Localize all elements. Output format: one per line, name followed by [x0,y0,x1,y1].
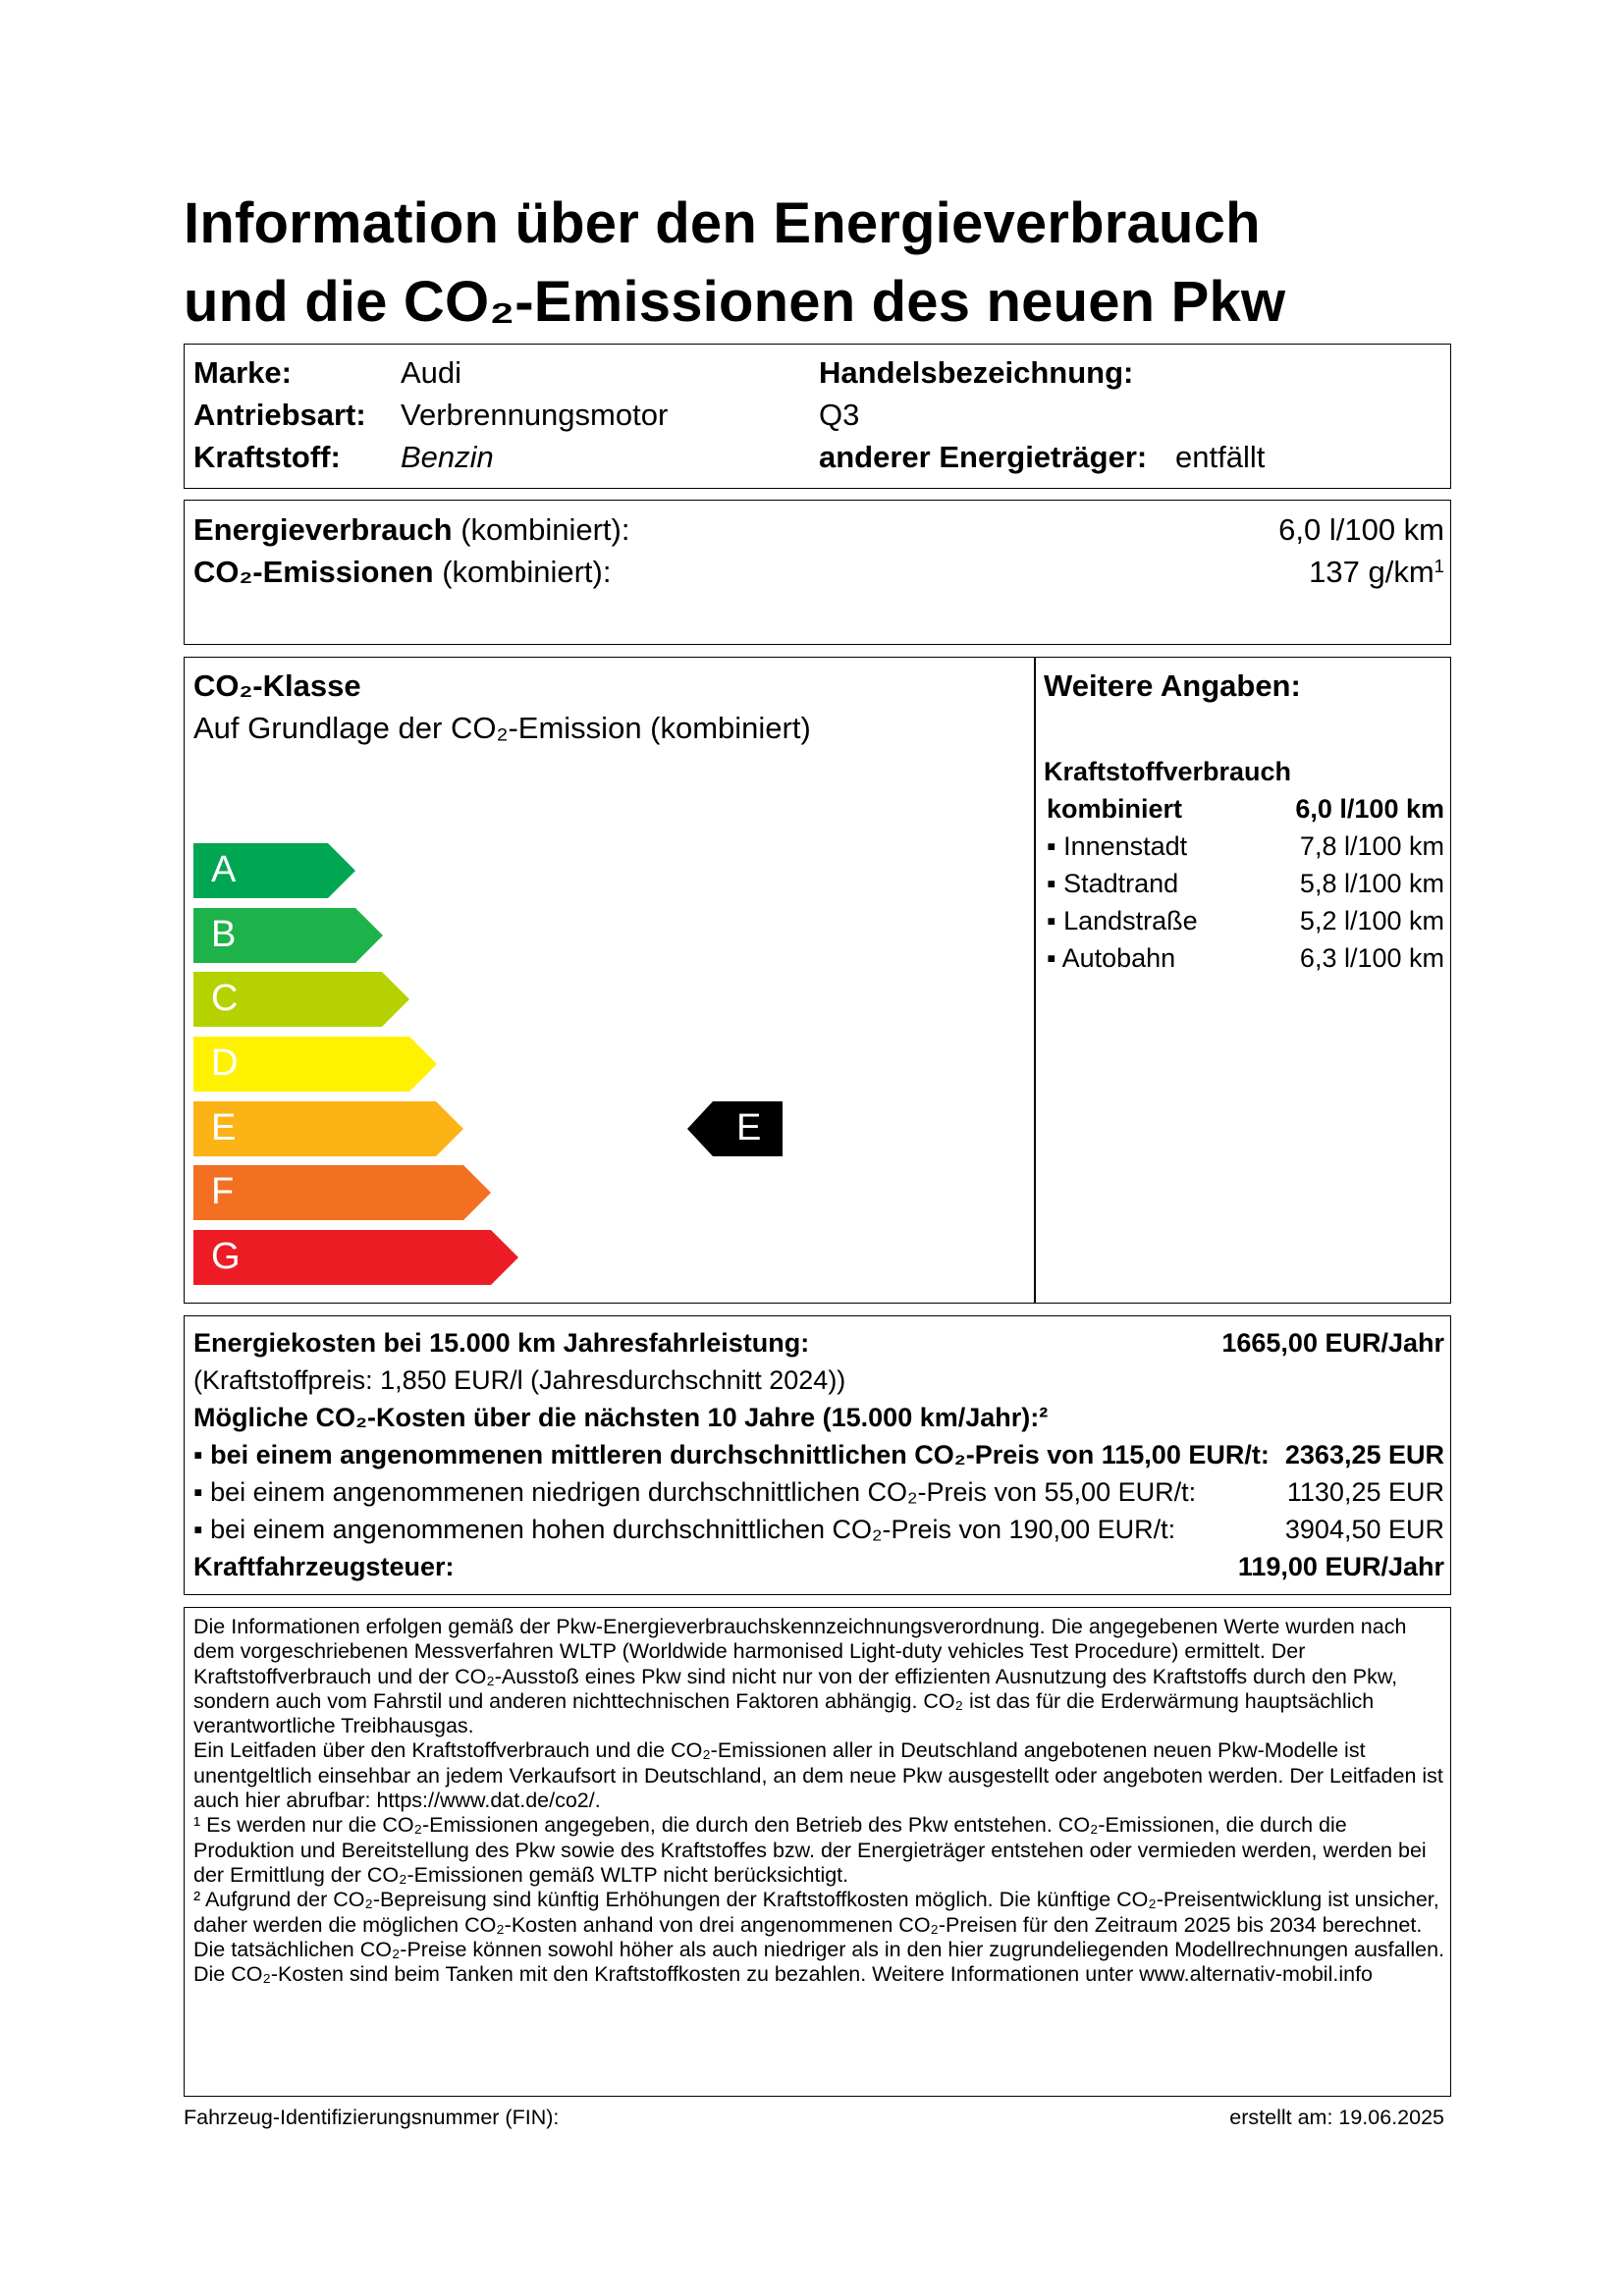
co2-emissions-value: 137 $g/km^1$ [1309,555,1444,589]
co2-class-arrow-a [193,843,355,898]
co2-class-letter: B [211,914,237,955]
motorway-label: ▪ Autobahn [1047,943,1176,973]
brand-label: Marke: [193,355,292,390]
fuel-label: Kraftstoff: [193,440,341,474]
other-energy-value: entfällt [1175,440,1266,474]
page-title [184,185,1285,342]
co2-class-subheading: Auf Grundlage der CO₂-Emission (kombiniert) [193,711,811,745]
motorway-value: 6,3 l/100 km [1299,943,1444,973]
vehicle-tax-label: Kraftfahrzeugsteuer: [193,1552,455,1581]
energy-cost-value: 1665,00 EUR/Jahr [1221,1328,1444,1358]
co2-class-letter: C [211,978,239,1019]
footnote-2: ² Aufgrund der CO₂-Bepreisung sind künftig Erhöhungen der Kraftstoffkosten möglich. Die künftige CO₂-Preisentwicklung ist unsicher, daher werden die möglichen CO₂-Kosten anhand von drei angenommenen CO₂-Preisen für den Zeitraum 2025 bis 2034 berechnet. Die tatsächlichen CO₂-Preise können sowohl höher als auch niedriger als in den hier zugrundeliegenden Modellrechnungen ausfallen. Die CO₂-Kosten sind beim Tanken mit den Kraftstoffkosten zu bezahlen. Weitere Informationen unter www.alternativ-mobil.info [193,1888,1445,1987]
footnote-intro: Die Informationen erfolgen gemäß der Pkw-Energieverbrauchskennzeichnungsverordnung. Die angegebenen Werte wurden nach dem vorgeschriebenen Messverfahren WLTP (Worldwide harmonised Light-duty vehicles Test Procedure) ermittelt. Der Kraftstoffverbrauch und der CO₂-Ausstoß eines Pkw sind nicht nur von der effizienten Ausnutzung des Kraftstoffs durch den Pkw, sondern auch vom Fahrstil und anderen nichttechnischen Faktoren abhängig. CO₂ ist das für die Erderwärmung hauptsächlich verantwortliche Treibhausgas. [193,1615,1407,1738]
footnote-1: ¹ Es werden nur die CO₂-Emissionen angegeben, die durch den Betrieb des Pkw entstehen. CO₂-Emissionen, die durch die Produktion und Bereitstellung des Pkw sowie des Kraftstoffes bzw. der Energieträger entstehen oder vermieden werden, werden bei der Ermittlung der CO₂-Emissionen gemäß WLTP nicht berücksichtigt. [193,1813,1427,1887]
energy-cost-label: Energiekosten bei 15.000 km Jahresfahrleistung: [193,1328,810,1358]
rural-value: 5,2 l/100 km [1299,906,1444,935]
co2-class-arrow-d [193,1037,437,1092]
co2-cost-low-label: ▪ bei einem angenommenen niedrigen durchschnittlichen CO₂-Preis von 55,00 EUR/t: [193,1477,1197,1507]
drive-label: Antriebsart: [193,398,366,432]
co2-class-letter: A [211,849,237,890]
drive-value: Verbrennungsmotor [401,398,669,432]
current-class-label: E [736,1107,762,1148]
co2-cost-mid-label: ▪ bei einem angenommenen mittleren durchschnittlichen CO₂-Preis von 115,00 EUR/t: [193,1440,1270,1469]
marker-arrow-icon [687,1101,783,1156]
co2-class-letter: E [211,1107,237,1148]
co2-class-arrow-g [193,1230,518,1285]
co2-class-arrow-f [193,1165,491,1220]
city-label: ▪ Innenstadt [1047,831,1188,861]
co2-class-heading: CO₂-Klasse [193,668,361,703]
suburban-label: ▪ Stadtrand [1047,869,1179,898]
co2-emissions-label: CO₂-Emissionen (kombiniert): [193,555,612,589]
fin-label: Fahrzeug-Identifizierungsnummer (FIN): [184,2106,560,2129]
column-divider [1034,657,1036,1304]
fuel-price-note: (Kraftstoffpreis: 1,850 EUR/l (Jahresdurchschnitt 2024)) [193,1365,846,1395]
trade-name-label: Handelsbezeichnung: [819,355,1134,390]
further-info-heading: Weitere Angaben: [1044,668,1301,703]
co2-cost-low-value: 1130,25 EUR [1286,1477,1444,1507]
energy-consumption-value: 6,0 l/100 km [1278,512,1444,547]
co2-class-arrow-e [193,1101,463,1156]
combined-value: 6,0 l/100 km [1295,794,1444,824]
title-line-1: Information über den Energieverbrauch [184,191,1261,255]
created-date: erstellt am: 19.06.2025 [1229,2106,1444,2129]
energy-consumption-label: Energieverbrauch (kombiniert): [193,512,630,547]
rural-label: ▪ Landstraße [1047,906,1198,935]
current-class-marker [687,1101,783,1156]
other-energy-label: anderer Energieträger: [819,440,1148,474]
class-arrow-shape [193,1230,518,1285]
suburban-value: 5,8 l/100 km [1299,869,1444,898]
fuel-value: Benzin [401,440,494,474]
class-arrow-shape [193,1165,491,1220]
vehicle-tax-value: 119,00 EUR/Jahr [1237,1552,1444,1581]
co2-costs-heading: Mögliche CO₂-Kosten über die nächsten 10 Jahre (15.000 km/Jahr):² [193,1403,1049,1432]
title-line-2: und die CO₂-Emissionen des neuen Pkw [184,270,1286,334]
co2-class-arrow-c [193,972,409,1027]
brand-value: Audi [401,355,462,390]
fuel-consumption-subheading: Kraftstoffverbrauch [1044,757,1292,786]
co2-class-arrow-b [193,908,383,963]
combined-label: kombiniert [1047,794,1183,824]
co2-cost-high-value: 3904,50 EUR [1284,1515,1444,1544]
trade-name-value: Q3 [819,398,860,432]
co2-cost-mid-value: 2363,25 EUR [1284,1440,1444,1469]
city-value: 7,8 l/100 km [1299,831,1444,861]
co2-class-letter: G [211,1236,241,1277]
co2-class-letter: F [211,1171,235,1212]
footnotes [193,1615,1445,1987]
footnote-guide: Ein Leitfaden über den Kraftstoffverbrauch und die CO₂-Emissionen aller in Deutschland angebotenen neuen Pkw-Modelle ist unentgeltlich einsehbar an jedem Verkaufsort in Deutschland, an dem neue Pkw ausgestellt oder angeboten werden. Der Leitfaden ist auch hier abrufbar: https://www.dat.de/co2/. [193,1738,1443,1813]
co2-cost-high-label: ▪ bei einem angenommenen hohen durchschnittlichen CO₂-Preis von 190,00 EUR/t: [193,1515,1176,1544]
co2-class-letter: D [211,1042,239,1084]
